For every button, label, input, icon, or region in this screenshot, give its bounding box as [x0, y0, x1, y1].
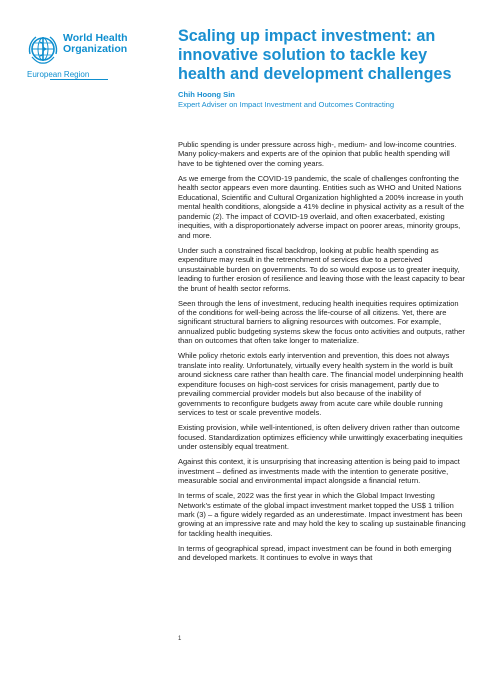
body-paragraph: Existing provision, while well-intentioned, is often delivery driven rather than outcome focused. Standardization optimizes efficiency while unwittingly exacerbating inequities under ostensibly equal treatment. — [178, 423, 463, 452]
region-label: European Region — [27, 70, 90, 79]
page-number: 1 — [178, 636, 182, 642]
body-paragraph: Public spending is under pressure across high-, medium- and low-income countries. Many policy-makers and experts are of the opinion that public health spending will have to be tightened over the coming years. — [178, 140, 457, 168]
who-emblem-icon — [26, 32, 60, 66]
author-name: Chih Hoong Sin — [178, 90, 235, 99]
article-body — [178, 140, 466, 568]
who-logo — [22, 30, 142, 79]
body-paragraph: Under such a constrained fiscal backdrop, looking at public health spending as expenditure may result in the retrenchment of services due to a perceived unsustainable burden on governments. To do so would expose us to greater inequity, leading to further erosion of resilience and leaving those with the least capacity to bear the brunt of health sector reforms. — [178, 245, 465, 293]
author-role: Expert Adviser on Impact Investment and Outcomes Contracting — [178, 100, 395, 109]
page-title: Scaling up impact investment: an innovative solution to tackle key health and development challenges — [178, 27, 452, 83]
body-paragraph: While policy rhetoric extols early intervention and prevention, this does not always translate into reality. Unfortunately, virtually every health system in the world is built around sickness care rather than health care. The financial model underpinning health expenditure focuses on high-cost services for crisis management, partly due to prevailing commercial provider models but also because of the inability of governments to reconfigure budgets away from acute care while double running services to test or scale preventive models. — [178, 351, 464, 418]
body-paragraph: Seen through the lens of investment, reducing health inequities requires optimization of the conditions for well-being across the life-course of all citizens. Yet, there are significant structural barriers to aligning resources with outcomes. For example, annualized public budgeting systems skew the focus onto activities and outputs, rather than on outcomes that often take longer to materialize. — [178, 298, 465, 346]
body-paragraph: In terms of scale, 2022 was the first year in which the Global Impact Investing Network’s estimate of the global impact investment market topped the US$ 1 trillion mark (3) – a figure widely regarded as an underestimate. Impact investment has been growing at an impressive rate and may hold the key to scaling up sustainable financing for tackling health inequities. — [178, 491, 466, 538]
body-paragraph: As we emerge from the COVID-19 pandemic, the scale of challenges confronting the health sector appears even more daunting. Entities such as WHO and United Nations Educational, Scientific and Cultural Organization highlighted a 200% increase in youth mental health conditions, alongside a 41% decline in physical activity as a result of the pandemic (2). The impact of COVID-19 overlaid, and often exacerbated, existing inequities, with a disproportionately adverse impact on poorer areas, minority groups, and more. — [178, 173, 464, 240]
org-name: World Health Organization — [63, 32, 128, 55]
body-paragraph: Against this context, it is unsurprising that increasing attention is being paid to impact investment – defined as investments made with the intention to generate positive, measurable social and environmental impact alongside a financial return. — [178, 457, 460, 486]
body-paragraph: In terms of geographical spread, impact investment can be found in both emerging and developed markets. It continues to evolve in ways that — [178, 543, 452, 563]
